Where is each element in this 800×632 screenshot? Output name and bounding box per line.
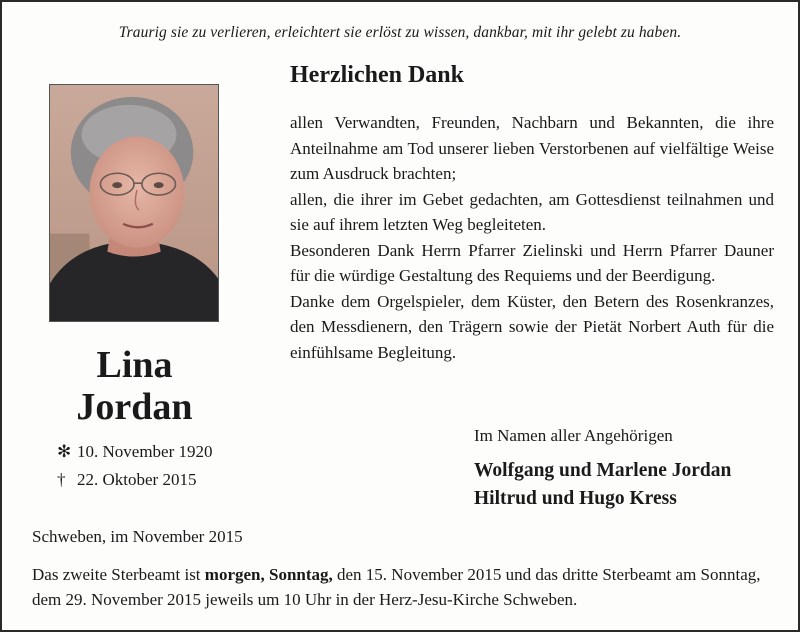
signature-name: Wolfgang und Marlene Jordan — [474, 460, 732, 481]
signature-name: Hiltrud und Hugo Kress — [474, 488, 677, 509]
thanks-heading: Herzlichen Dank — [290, 62, 464, 88]
deceased-first-name: Lina — [96, 344, 173, 386]
cross-icon: † — [57, 470, 66, 489]
requiem-notice — [32, 562, 776, 612]
motto: Traurig sie zu verlieren, erleichtert sie erlöst zu wissen, dankbar, mit ihr gelebt zu haben. — [118, 24, 682, 41]
place-date: Schweben, im November 2015 — [32, 527, 243, 546]
signature-intro: Im Namen aller Angehörigen — [474, 426, 673, 445]
thanks-body — [290, 110, 774, 365]
thanks-paragraph: Besonderen Dank Herrn Pfarrer Zielinski und Herrn Pfarrer Dauner für die würdige Gestaltung des Requiems und der Beerdigung. — [290, 240, 774, 285]
deceased-last-name: Jordan — [76, 386, 193, 428]
requiem-text: Das zweite Sterbeamt ist — [32, 565, 205, 584]
birth-date — [57, 442, 277, 462]
thanks-paragraph: allen, die ihrer im Gebet gedachten, am Gottesdienst teilnahmen und sie auf ihrem letzten Weg begleiteten. — [290, 189, 774, 234]
thanks-paragraph: Danke dem Orgelspieler, dem Küster, den Betern des Rosenkranzes, den Messdienern, den Trägern sowie der Pietät Norbert Auth für die einfühlsame Begleitung. — [290, 291, 774, 362]
birth-date-text: 10. November 1920 — [77, 442, 213, 461]
death-date — [57, 470, 277, 490]
birth-symbol-icon: ✻ — [57, 442, 72, 461]
death-date-text: 22. Oktober 2015 — [77, 470, 197, 489]
thanks-paragraph: allen Verwandten, Freunden, Nachbarn und Bekannten, die ihre Anteilnahme am Tod unserer lieben Verstorbenen auf vielfältige Weise zum Ausdruck brachten; — [290, 113, 774, 183]
requiem-text: den 15. November 2015 und das dritte Sterbeamt am Sonntag, dem 29. November 2015 jeweils um 10 Uhr in der Herz-Jesu-Kirche Schweben. — [32, 565, 761, 609]
requiem-highlight: morgen, Sonntag, — [204, 565, 333, 584]
portrait-photo — [49, 84, 219, 322]
